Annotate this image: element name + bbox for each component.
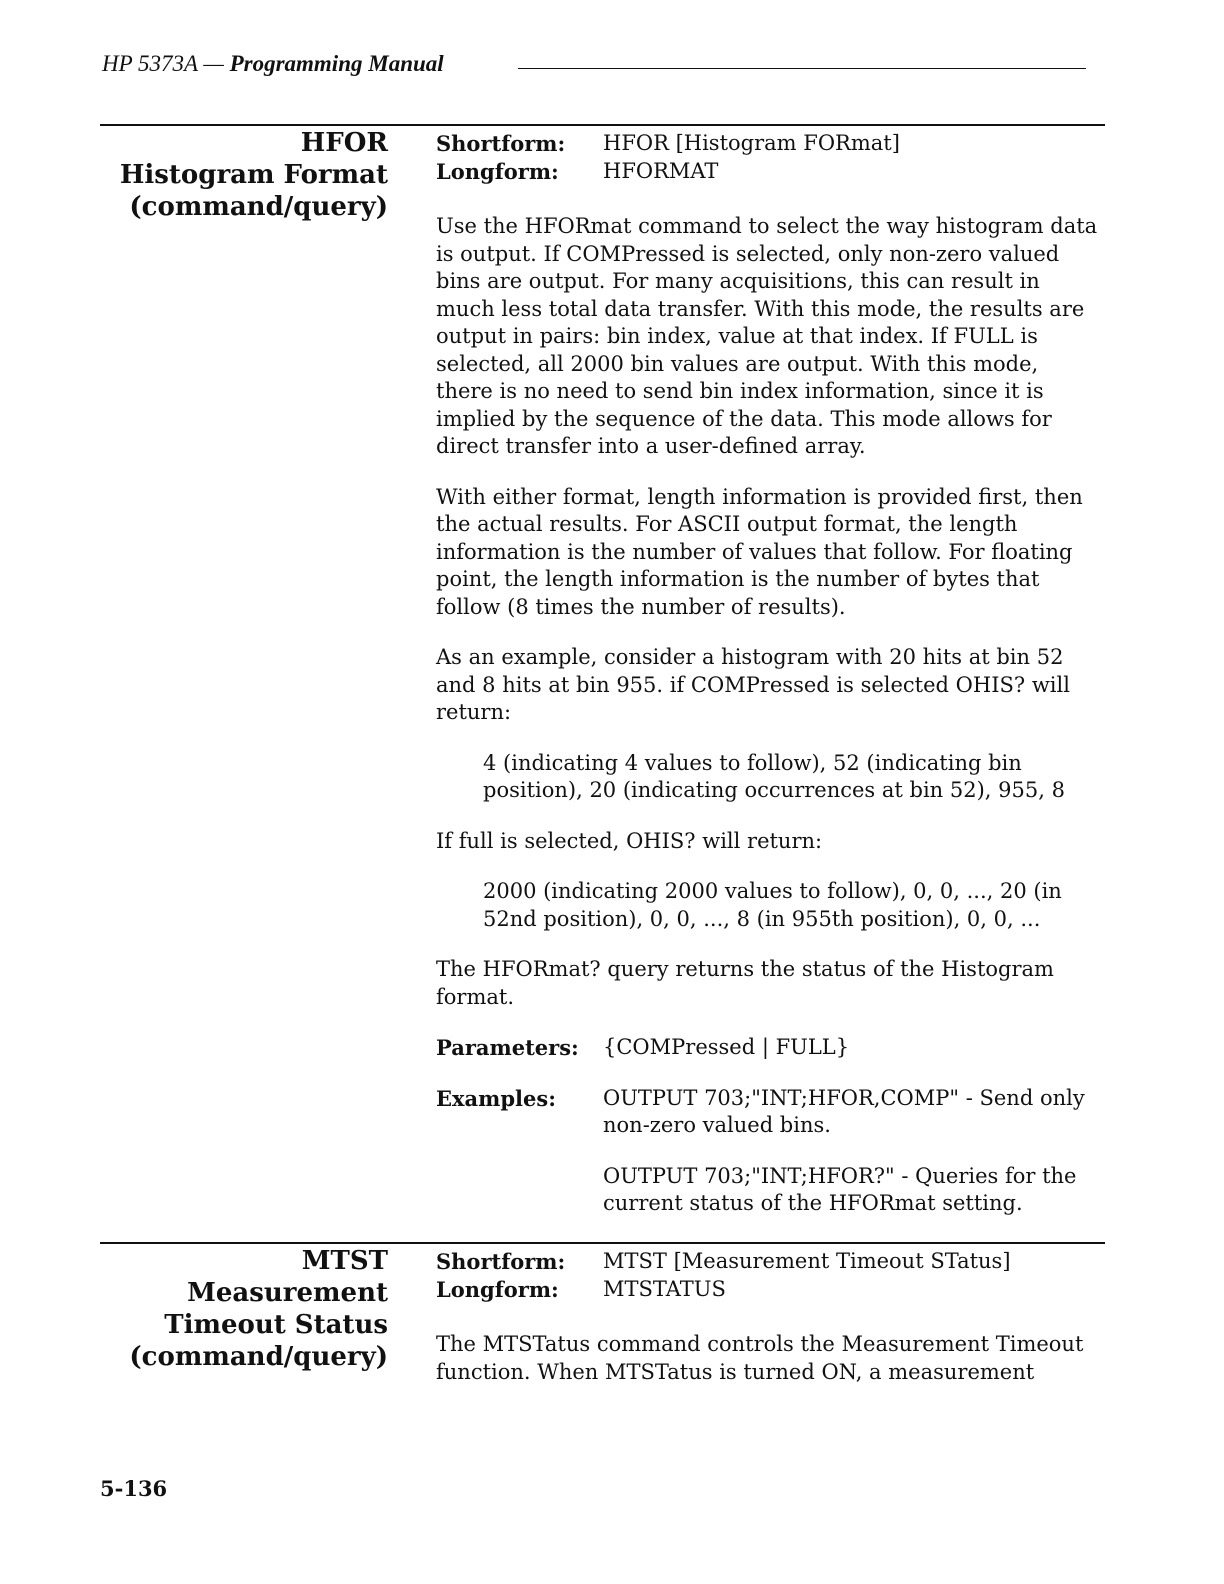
command-title: Histogram Format — [119, 160, 388, 190]
indented-example: 2000 (indicating 2000 values to follow), 0, 0, ..., 20 (in 52nd position), 0, 0, ..., 8 (in 955th position), 0, 0, ... — [483, 879, 1062, 931]
command-name: MTST — [301, 1246, 388, 1276]
header-rule — [518, 68, 1086, 69]
paragraph: With either format, length information is provided first, then the actual results. For ASCII output format, the length information is the number of values that follow. For floating point, the length information is the number of bytes that follow (8 times the number of results). — [436, 484, 1083, 619]
paragraph: If full is selected, OHIS? will return: — [436, 828, 823, 853]
indented-example: 4 (indicating 4 values to follow), 52 (indicating bin position), 20 (indicating occurrences at bin 52), 955, 8 — [483, 750, 1065, 802]
shortform-label: Shortform: — [436, 131, 566, 156]
longform-label: Longform: — [436, 158, 559, 184]
hfor-heading — [100, 127, 388, 223]
paragraph: The MTSTatus command controls the Measurement Timeout function. When MTSTatus is turned ON, a measurement — [436, 1332, 1084, 1384]
longform-label: Longform: — [436, 1276, 559, 1302]
command-name: HFOR — [300, 128, 388, 158]
page-number: 5-136 — [100, 1476, 168, 1501]
example-item: OUTPUT 703;"INT;HFOR,COMP" - Send only non-zero valued bins. — [603, 1085, 1085, 1137]
command-type: (command/query) — [129, 1342, 388, 1372]
parameters-value: {COMPressed | FULL} — [603, 1035, 850, 1059]
parameters-label: Parameters: — [436, 1035, 579, 1060]
examples-label: Examples: — [436, 1085, 556, 1111]
example-item: OUTPUT 703;"INT;HFOR?" - Queries for the current status of the HFORmat setting. — [603, 1163, 1077, 1215]
hfor-body — [436, 130, 1101, 1241]
running-header — [102, 50, 444, 78]
paragraph: Use the HFORmat command to select the way histogram data is output. If COMPressed is selected, only non-zero valued bins are output. For many acquisitions, this can result in much less total data transfer. With this mode, the results are output in pairs: bin index, value at that index. If FULL is selected, all 2000 bin values are output. With this mode, there is no need to send bin index information, since it is implied by the sequence of the data. This mode allows for direct transfer into a user-defined array. — [436, 214, 1098, 458]
mtst-body — [436, 1248, 1101, 1409]
mtst-heading — [100, 1245, 388, 1373]
command-type: (command/query) — [129, 192, 388, 222]
header-title: Programming Manual — [229, 51, 444, 76]
command-title: Measurement — [187, 1278, 388, 1308]
header-product: HP 5373A — — [102, 51, 224, 76]
longform-value: HFORMAT — [603, 158, 719, 183]
section-rule-mtst — [100, 1242, 1105, 1244]
paragraph: The HFORmat? query returns the status of the Histogram format. — [436, 957, 1054, 1009]
longform-value: MTSTATUS — [603, 1276, 726, 1301]
command-title: Timeout Status — [164, 1310, 388, 1340]
paragraph: As an example, consider a histogram with 20 hits at bin 52 and 8 hits at bin 955. if COMPressed is selected OHIS? will return: — [436, 645, 1070, 724]
shortform-label: Shortform: — [436, 1249, 566, 1274]
section-rule-hfor — [100, 124, 1105, 126]
shortform-value: MTST [Measurement Timeout STatus] — [603, 1249, 1011, 1273]
shortform-value: HFOR [Histogram FORmat] — [603, 131, 900, 155]
